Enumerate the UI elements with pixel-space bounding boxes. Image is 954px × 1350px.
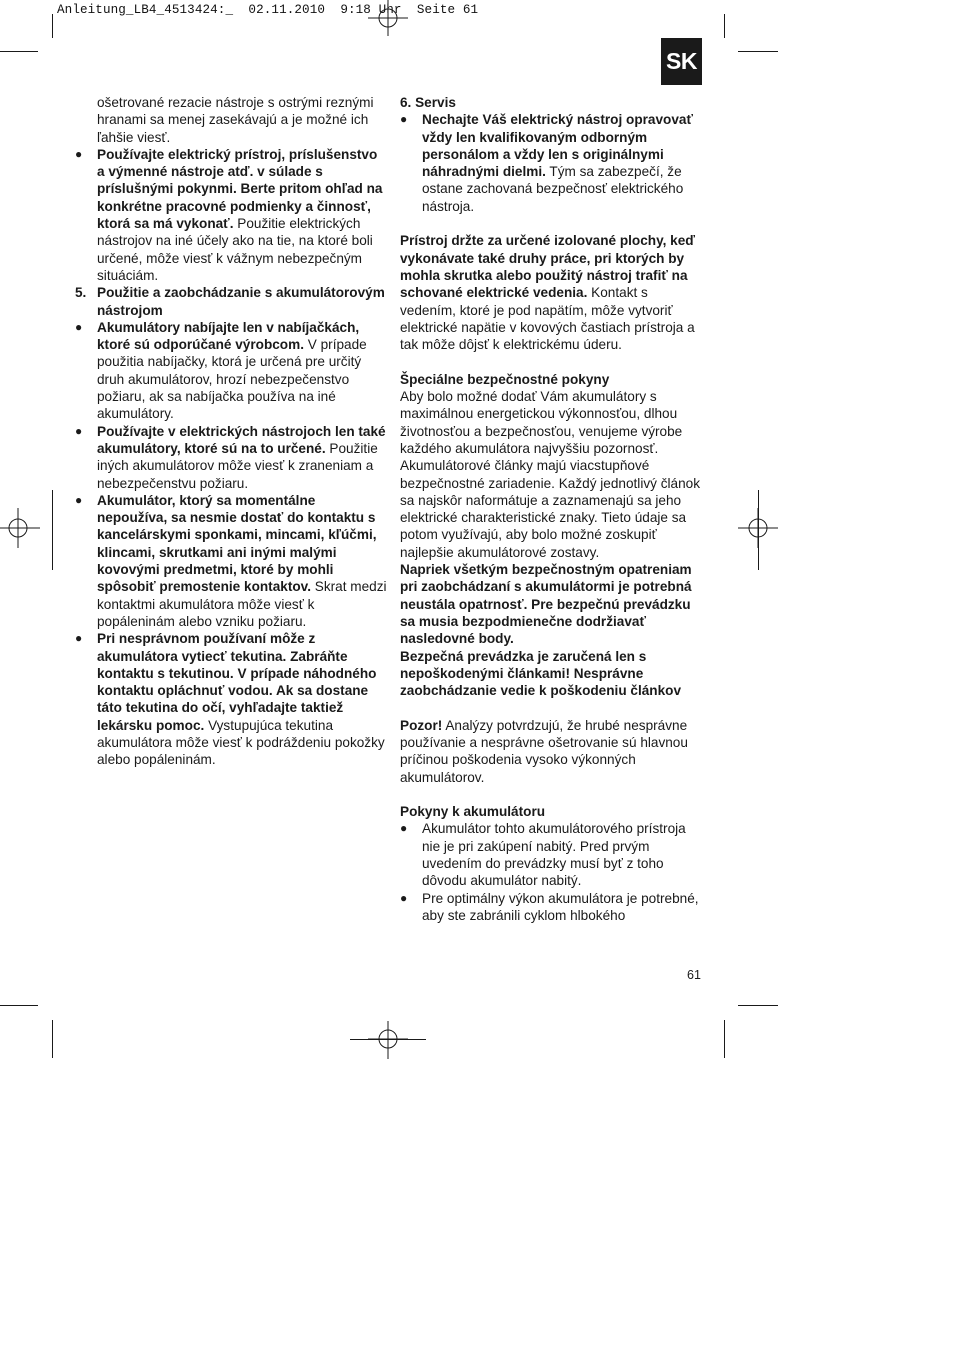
crop-mark (52, 1020, 53, 1058)
section-title: 6. Servis (400, 95, 456, 110)
paragraph: Aby bolo možné dodať Vám akumulátory s maximálnou energetickou výkonnosťou, dlhou životnosťou a bezpečnosťou, venujeme výrobe každého akumulátora najvyššiu pozornosť. Akumulátorové články majú viacstupňové bezpečnostné zariadenie. Každý jednotlivý článok sa najskôr naformátuje a zaznamenajú sa jeho elektrické charakteristické znaky. Tieto údaje sa potom využívajú, aby bolo možné zoskupiť najlepšie akumulátorové zostavy. (400, 389, 701, 560)
bullet-icon: ● (75, 423, 83, 438)
bullet-icon: ● (75, 492, 83, 507)
paragraph (400, 717, 705, 786)
crop-mark (724, 14, 725, 38)
paragraph-bold: Napriek všetkým bezpečnostným opatreniam pri zaobchádzaní s akumulátormi je potrebná neustála opatrnosť. Pre bezpečnú prevádzku sa musia bezpodmienečne dodržiavať nasledovné body. (400, 562, 692, 647)
item-bold: Akumulátory nabíjajte len v nabíjačkách, ktoré sú odporúčané výrobcom. (97, 319, 360, 353)
bullet-icon: ● (400, 821, 408, 836)
section-number: 5. (75, 285, 87, 301)
item-text: Použitie elektrických nástrojov na iné účely ako na tie, na ktoré boli určené, môže viesť k vážnym nebezpečným situáciám. (97, 216, 373, 283)
item-text: V prípade použitia nabíjačky, ktorá je určená pre určitý druh akumulátorov, hrozí nebezpečenstvo požiaru, ak sa nabíjačka používa na iné akumulátory. (97, 337, 367, 422)
crop-mark (724, 1020, 725, 1058)
item-text: Použitie iných akumulátorov môže viesť k zraneniam a nebezpečenstvu požiaru. (97, 440, 378, 491)
bullet-icon: ● (75, 146, 83, 161)
crop-mark (0, 51, 38, 52)
crop-mark (52, 14, 53, 38)
bullet-icon: ● (75, 319, 83, 334)
list-item (75, 146, 387, 284)
item-bold: Akumulátor, ktorý sa momentálne nepoužíva, sa nesmie dostať do kontaktu s kancelárskymi sponkami, mincami, kľúčmi, klincami, skrutkami ani inými malými kovovými predmetmi, ktoré by mohli spôsobiť premostenie kontaktov. (97, 492, 377, 595)
paragraph-bold: Prístroj držte za určené izolované plochy, keď vykonávate také druhy práce, pri ktorých by mohla skrutka alebo použitý nástroj trafiť na schované elektrické vedenia. (400, 233, 696, 301)
item-bold: Používajte v elektrických nástrojoch len také akumulátory, ktoré sú na to určené. (97, 423, 386, 456)
section-title: Špeciálne bezpečnostné pokyny (400, 371, 610, 387)
file-slug: Anleitung_LB4_4513424:_ 02.11.2010 9:18 Uhr Seite 61 (57, 3, 479, 17)
list-item (75, 630, 387, 768)
crop-mark (52, 490, 53, 570)
item-text: Vystupujúca tekutina akumulátora môže viesť k podráždeniu pokožky alebo popáleninám. (97, 717, 385, 768)
item-text: Tým sa zabezpečí, že ostane zachovaná bezpečnosť elektrického nástroja. (422, 164, 684, 214)
section-title: Pokyny k akumulátoru (400, 804, 546, 820)
list-item (75, 423, 387, 492)
paragraph-text: Kontakt s vedením, ktoré je pod napätím, môže vytvoriť elektrické napätie v kovových častiach prístroja a tak môže dôjsť k elektrickému úderu. (400, 285, 695, 353)
list-item (400, 890, 705, 925)
paragraph-text: Analýzy potvrdzujú, že hrubé nesprávne používanie a nesprávne ošetrovanie sú hlavnou príčinou poškodenia vysoko výkonných akumulátorov. (400, 717, 688, 785)
list-item (400, 820, 705, 889)
item-bold: Pri nesprávnom používaní môže z akumulátora vytiecť tekutina. Zabráňte kontaktu s tekutinou. V prípade náhodného kontaktu opláchnuť vodou. Ak sa dostane táto tekutina do očí, vyhľadajte taktiež lekársku pomoc. (97, 631, 377, 733)
bullet-icon: ● (75, 631, 83, 646)
crop-mark (0, 1005, 38, 1006)
section-heading (75, 284, 387, 319)
paragraph-bold: Bezpečná prevádzka je zaručená len s nepoškodenými článkami! Nesprávne zaobchádzanie vedie k poškodeniu článkov (400, 648, 682, 699)
item-text: Akumulátor tohto akumulátorového prístroja nie je pri zakúpení nabitý. Pred prvým uvedením do prevádzky musí byť z toho dôvodu akumulátor nabitý. (422, 821, 686, 889)
item-bold: Používajte elektrický prístroj, príslušenstvo a výmenné nástroje atď. v súlade s príslušnými pokynmi. Berte pritom ohľad na konkrétne pracovné podmienky a činnosť, ktorá sa má vykonať. (97, 146, 383, 232)
list-item (75, 319, 387, 423)
crop-mark (350, 1039, 426, 1040)
registration-mark-icon (738, 508, 778, 548)
intro-paragraph: ošetrované rezacie nástroje s ostrými reznými hranami sa menej zasekávajú a je možné ich ľahšie viesť. (97, 95, 374, 145)
warning-label: Pozor! (400, 717, 443, 733)
crop-mark (738, 51, 778, 52)
paragraph (400, 232, 705, 353)
item-text: Skrat medzi kontaktmi akumulátora môže viesť k popáleninám alebo vzniku požiaru. (97, 579, 387, 629)
page-number: 61 (687, 968, 701, 982)
right-column (400, 94, 705, 924)
crop-mark (738, 1005, 778, 1006)
registration-mark-icon (368, 0, 408, 40)
bullet-icon: ● (400, 890, 408, 905)
list-item (75, 492, 387, 630)
bullet-icon: ● (400, 112, 408, 127)
item-bold: Nechajte Váš elektrický nástroj opravovať vždy len kvalifikovaným odborným personálom a vždy len s originálnymi náhradnými dielmi. (422, 112, 693, 180)
list-item (400, 111, 705, 215)
left-column (75, 94, 387, 769)
language-badge: SK (661, 38, 702, 85)
item-text: Pre optimálny výkon akumulátora je potrebné, aby ste zabránili cyklom hlbokého (422, 890, 699, 923)
section-title: Použitie a zaobchádzanie s akumulátorovým nástrojom (97, 285, 385, 318)
registration-mark-icon (0, 508, 40, 548)
